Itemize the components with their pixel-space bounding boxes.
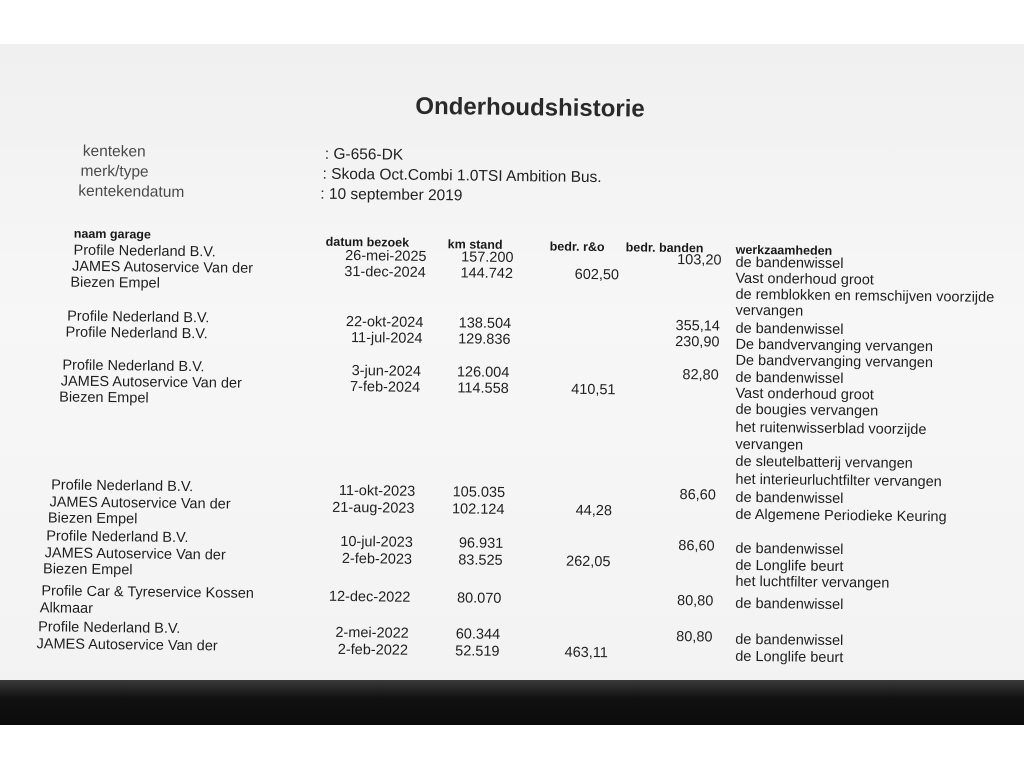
cell-ro: 44,28 xyxy=(575,502,613,520)
cell-tires: 80,80 xyxy=(676,593,714,610)
cell-work: de bandenwissel xyxy=(735,540,844,559)
cell-ro: 463,11 xyxy=(564,644,608,662)
cell-work: de Longlife beurt xyxy=(735,648,844,667)
info-value-merk-type: : Skoda Oct.Combi 1.0TSI Ambition Bus. xyxy=(322,165,602,187)
cell-km: 157.200 xyxy=(461,249,514,267)
cell-work: het interieurluchtfilter vervangen xyxy=(735,471,942,491)
maintenance-history-sheet xyxy=(0,44,1024,725)
cell-work: het ruitenwisserblad voorzijde xyxy=(735,419,927,439)
cell-garage: Profile Nederland B.V. xyxy=(46,528,189,547)
header-date: datum bezoek xyxy=(325,234,410,250)
cell-date: 21-aug-2023 xyxy=(332,499,415,517)
cell-garage: Profile Nederland B.V. xyxy=(67,308,210,327)
cell-date: 2-feb-2023 xyxy=(341,550,413,568)
cell-work: Vast onderhoud groot xyxy=(735,270,874,289)
cell-garage: Profile Nederland B.V. xyxy=(51,477,194,496)
cell-tires: 86,60 xyxy=(679,487,716,504)
cell-work: De bandvervanging vervangen xyxy=(735,352,934,372)
cell-garage: JAMES Autoservice Van der xyxy=(49,494,231,513)
cell-garage: Profile Car & Tyreservice Kossen xyxy=(41,583,254,602)
cell-km: 60.344 xyxy=(455,626,501,643)
cell-garage: Profile Nederland B.V. xyxy=(65,324,208,343)
cell-garage: Biezen Empel xyxy=(70,274,160,292)
cell-km: 102.124 xyxy=(451,501,505,518)
cell-tires: 103,20 xyxy=(677,252,722,269)
cell-work: de bandenwissel xyxy=(735,595,844,614)
cell-ro: 410,51 xyxy=(571,381,616,399)
cell-date: 11-jul-2024 xyxy=(350,330,423,347)
cell-work: de bandenwissel xyxy=(735,489,844,508)
cell-garage: JAMES Autoservice Van der xyxy=(60,373,242,392)
info-label-kenteken: kenteken xyxy=(82,142,146,161)
cell-km: 96.931 xyxy=(458,535,504,552)
cell-garage: Biezen Empel xyxy=(47,510,138,528)
info-label-kentekendatum: kentekendatum xyxy=(78,182,185,201)
page-title: Onderhoudshistorie xyxy=(415,92,645,123)
cell-date: 2-feb-2022 xyxy=(337,641,409,659)
cell-km: 129.836 xyxy=(458,331,511,348)
cell-work: de sleutelbatterij vervangen xyxy=(735,453,913,472)
cell-km: 114.558 xyxy=(457,380,509,397)
cell-km: 83.525 xyxy=(458,552,503,569)
cell-work: Vast onderhoud groot xyxy=(735,385,874,404)
cell-work: de bandenwissel xyxy=(735,254,844,273)
cell-work: vervangen xyxy=(735,436,804,454)
cell-date: 22-okt-2024 xyxy=(345,313,424,331)
cell-date: 7-feb-2024 xyxy=(349,379,421,396)
cell-tires: 355,14 xyxy=(675,317,721,335)
cell-km: 80.070 xyxy=(456,590,502,607)
cell-work: vervangen xyxy=(735,302,804,320)
cell-km: 52.519 xyxy=(455,643,500,660)
cell-garage: Biezen Empel xyxy=(59,389,149,407)
cell-garage: Alkmaar xyxy=(39,600,94,617)
cell-garage: JAMES Autoservice Van der xyxy=(44,545,226,564)
cell-date: 12-dec-2022 xyxy=(328,588,411,606)
cell-km: 126.004 xyxy=(456,364,510,381)
info-value-kentekendatum: : 10 september 2019 xyxy=(320,185,463,205)
cell-garage: Biezen Empel xyxy=(42,561,133,579)
cell-date: 3-jun-2024 xyxy=(351,363,422,380)
header-km: km stand xyxy=(447,237,503,252)
cell-garage: Profile Nederland B.V. xyxy=(62,357,205,376)
cell-date: 11-okt-2023 xyxy=(338,482,416,500)
document-photo xyxy=(0,44,1024,725)
cell-km: 144.742 xyxy=(460,265,514,283)
cell-ro: 262,05 xyxy=(565,553,611,571)
cell-tires: 82,80 xyxy=(682,367,719,384)
cell-garage: Profile Nederland B.V. xyxy=(38,619,181,637)
info-value-kenteken: : G-656-DK xyxy=(324,145,404,164)
cell-km: 138.504 xyxy=(458,315,512,332)
cell-garage: Profile Nederland B.V. xyxy=(73,242,216,261)
cell-date: 31-dec-2024 xyxy=(344,263,426,281)
cell-date: 26-mei-2025 xyxy=(345,247,427,265)
header-work: werkzaamheden xyxy=(735,242,833,258)
cell-work: de remblokken en remschijven voorzijde xyxy=(735,286,995,306)
cell-work: de bougies vervangen xyxy=(735,401,879,420)
cell-garage: JAMES Autoservice Van der xyxy=(36,636,218,655)
cell-km: 105.035 xyxy=(452,484,506,501)
cell-date: 2-mei-2022 xyxy=(335,624,409,642)
header-tires: bedr. banden xyxy=(625,240,704,256)
cell-work: de bandenwissel xyxy=(735,369,844,388)
background-surface xyxy=(0,680,1024,725)
header-ro: bedr. r&o xyxy=(549,239,605,255)
history-table xyxy=(0,44,1024,725)
cell-work: de Algemene Periodieke Keuring xyxy=(735,506,947,526)
cell-tires: 230,90 xyxy=(675,333,720,351)
header-garage: naam garage xyxy=(73,226,152,242)
cell-work: de bandenwissel xyxy=(735,631,844,650)
cell-work: de Longlife beurt xyxy=(735,557,844,576)
cell-work: het luchtfilter vervangen xyxy=(735,573,890,592)
cell-tires: 80,80 xyxy=(676,629,713,646)
info-label-merk-type: merk/type xyxy=(80,162,149,181)
cell-ro: 602,50 xyxy=(574,266,620,284)
cell-work: De bandvervanging vervangen xyxy=(735,336,934,356)
cell-work: de bandenwissel xyxy=(735,320,844,339)
cell-tires: 86,60 xyxy=(678,538,715,555)
cell-date: 10-jul-2023 xyxy=(340,533,413,551)
cell-garage: JAMES Autoservice Van der xyxy=(71,258,254,277)
